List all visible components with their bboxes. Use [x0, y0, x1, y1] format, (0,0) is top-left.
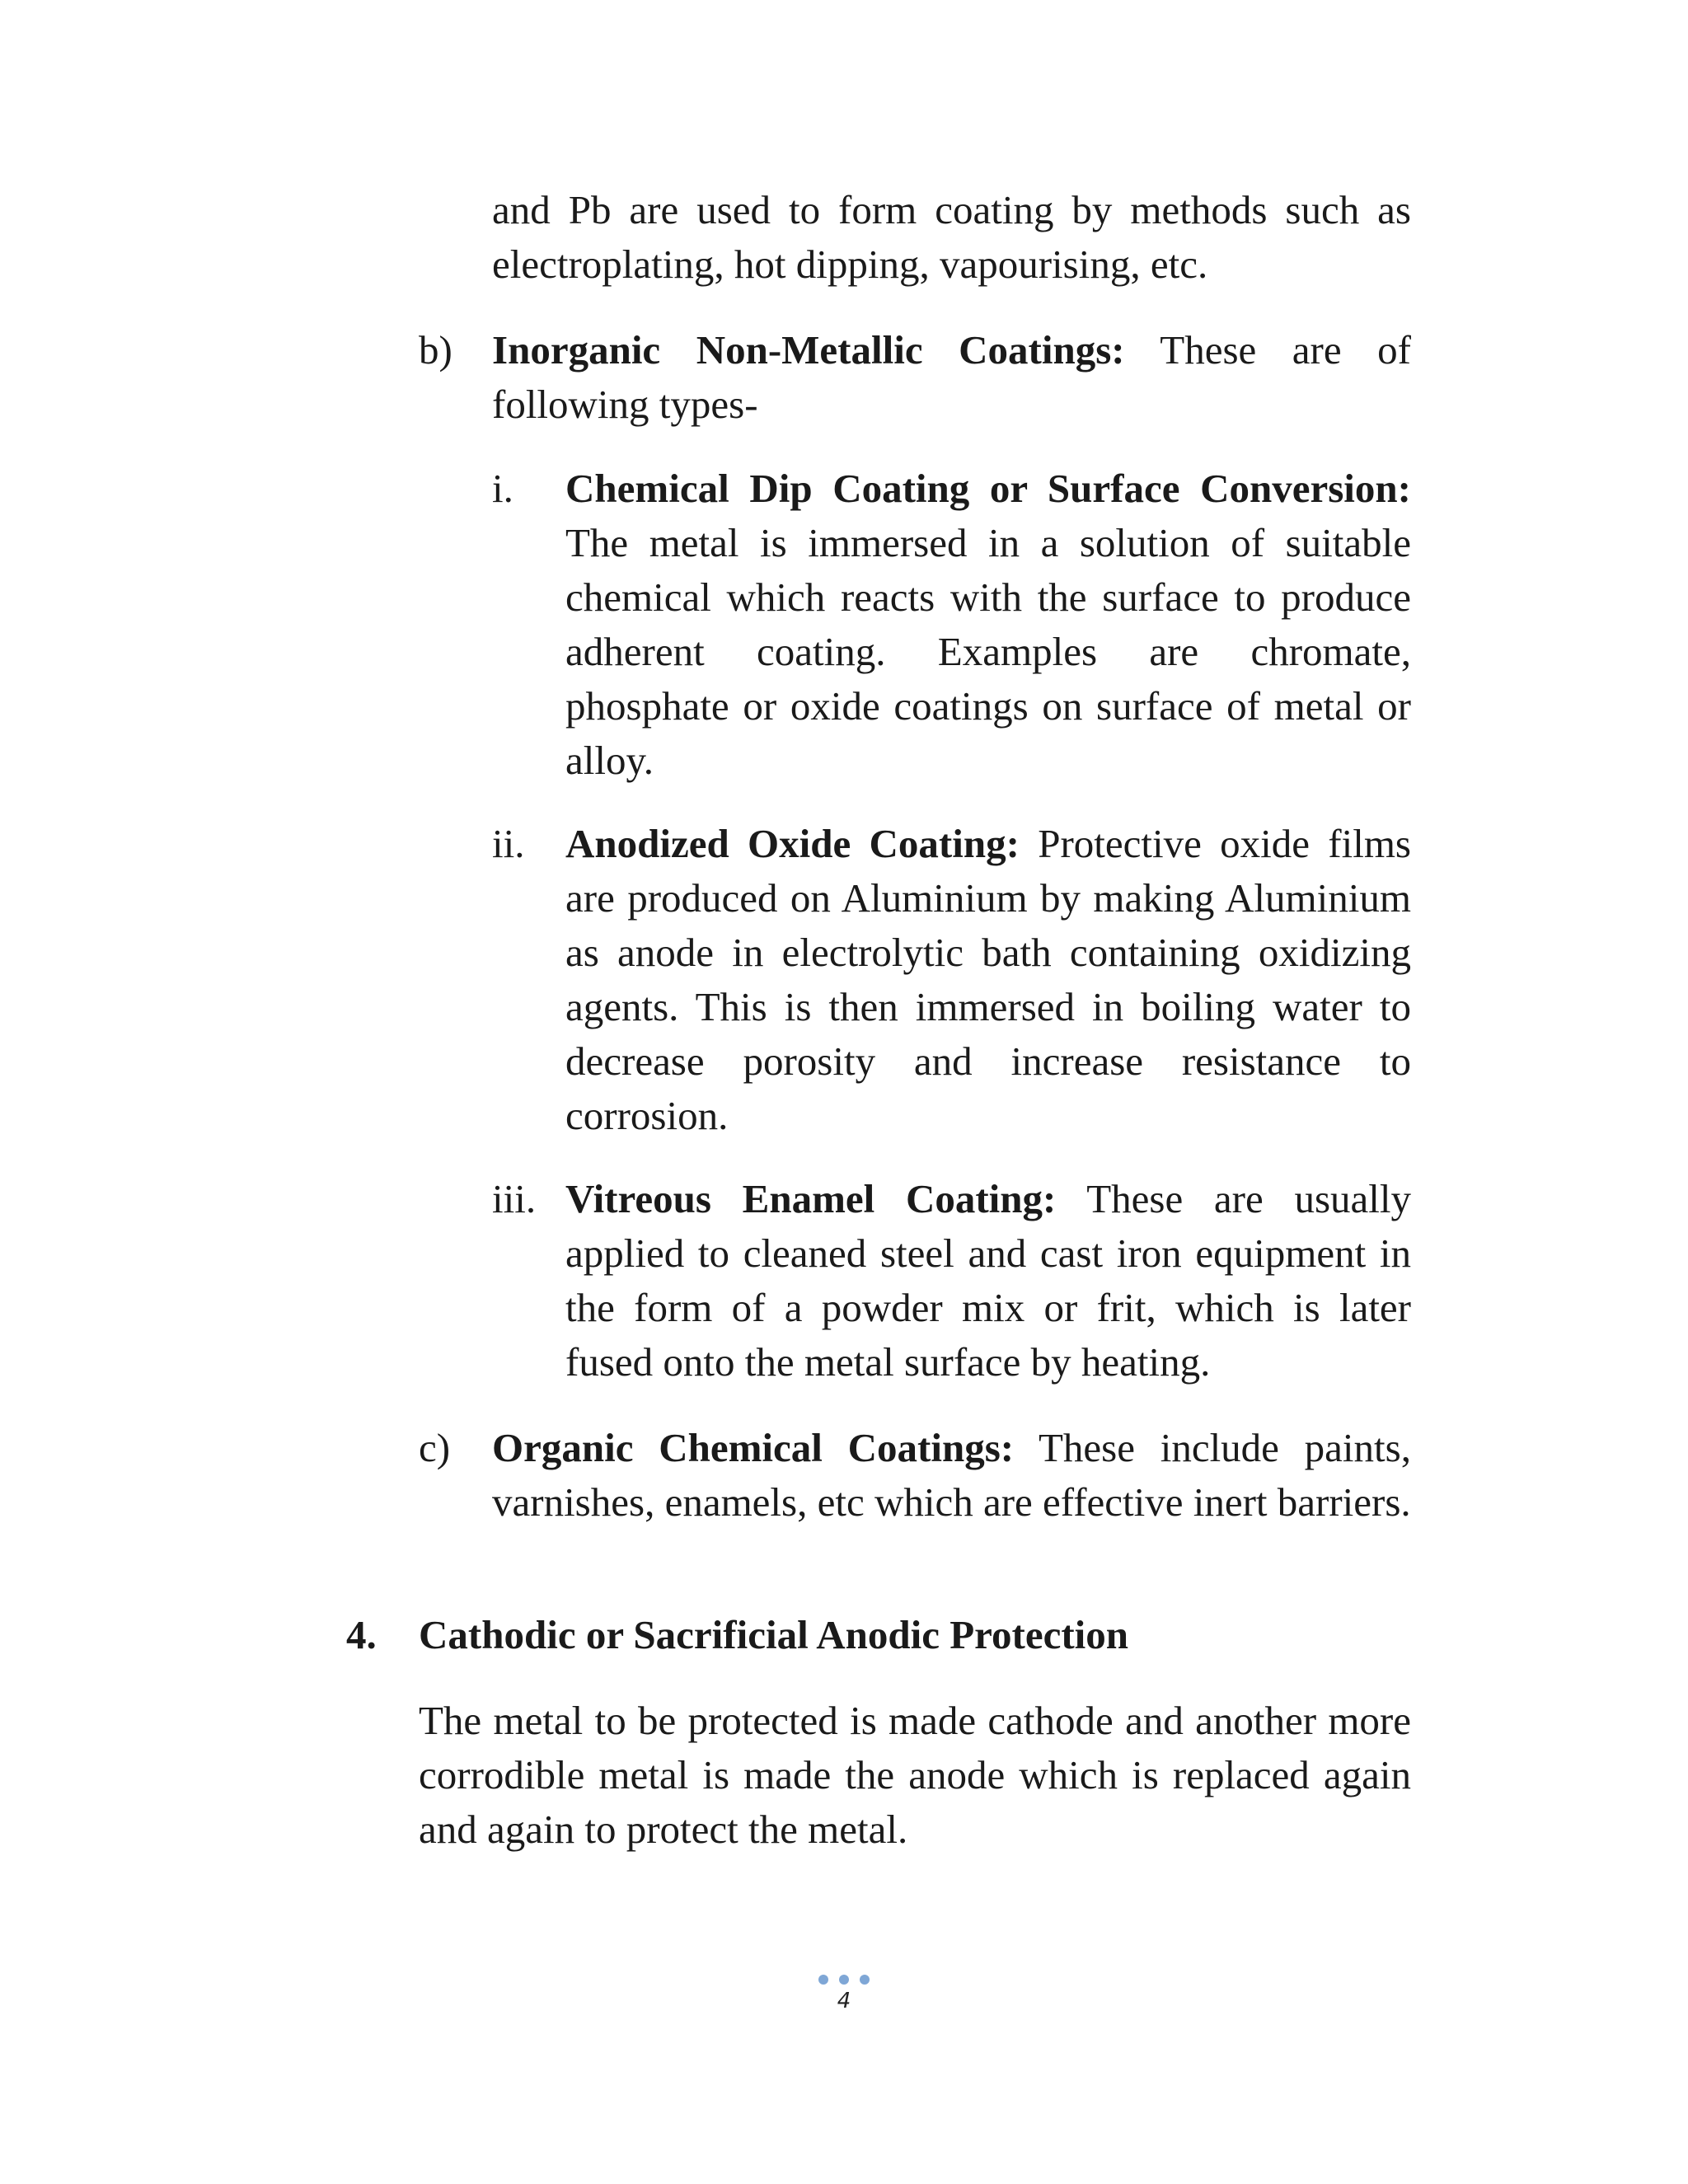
item-b-paragraph	[492, 323, 1411, 432]
item-b-marker: b)	[419, 327, 452, 373]
sub-i-marker: i.	[492, 466, 513, 511]
section-4-paragraph: The metal to be protected is made cathode and another more corrodible metal is made the anode which is replaced again and again to protect the metal.	[419, 1698, 1411, 1852]
sub-iii-paragraph	[565, 1172, 1411, 1390]
item-c-text: These include paints, varnishes, enamels, etc which are effective inert barriers.	[492, 1425, 1411, 1525]
item-b-title: Inorganic Non-Metallic Coatings:	[492, 327, 1125, 373]
page-footer-ornament	[0, 1974, 1688, 1989]
sub-iii-marker: iii.	[492, 1176, 537, 1221]
sub-ii-title: Anodized Oxide Coating:	[565, 821, 1020, 866]
sub-iii-title: Vitreous Enamel Coating:	[565, 1176, 1057, 1221]
dot-icon	[818, 1975, 828, 1985]
ellipsis-dots-icon	[818, 1975, 870, 1985]
page-number: 4	[837, 1989, 851, 2013]
section-4-number: 4.	[346, 1612, 377, 1657]
item-b-text: These are of following types-	[492, 327, 1411, 427]
sub-ii-marker: ii.	[492, 821, 525, 866]
item-c-paragraph	[492, 1421, 1411, 1530]
item-c-title: Organic Chemical Coatings:	[492, 1425, 1015, 1470]
intro-paragraph: and Pb are used to form coating by methods such as electroplating, hot dipping, vapourising, etc.	[492, 187, 1411, 287]
dot-icon	[860, 1975, 870, 1985]
sub-iii-text: These are usually applied to cleaned steel and cast iron equipment in the form of a powder mix or frit, which is later fused onto the metal surface by heating.	[565, 1176, 1412, 1385]
dot-icon	[839, 1975, 849, 1985]
sub-ii-paragraph	[565, 817, 1411, 1143]
item-c-marker: c)	[419, 1425, 451, 1470]
sub-i-paragraph	[565, 462, 1411, 788]
sub-ii-text: Protective oxide films are produced on Aluminium by making Aluminium as anode in electrolytic bath containing oxidizing agents. This is then immersed in boiling water to decrease porosity and increase resistance to corrosion.	[565, 821, 1411, 1138]
sub-i-text: The metal is immersed in a solution of suitable chemical which reacts with the surface to produce adherent coating. Examples are chromate, phosphate or oxide coatings on surface of metal or alloy.	[565, 520, 1411, 783]
sub-i-title: Chemical Dip Coating or Surface Conversion:	[565, 466, 1411, 511]
section-4-heading: Cathodic or Sacrificial Anodic Protection	[419, 1612, 1129, 1657]
